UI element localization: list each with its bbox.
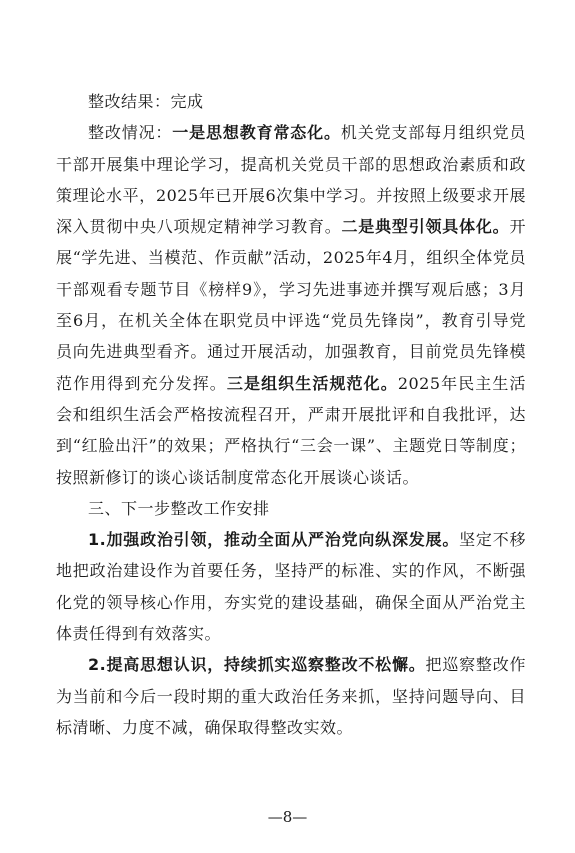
plan-item-1 [56,524,526,649]
situation-lead: 整改情况： [88,123,173,143]
plan-item-2 [56,649,526,743]
plan-item-2-text: 把巡察整改作为当前和今后一段时期的重大政治任务来抓，坚持问题导向、目标清晰、力度不减，确保取得整改实效。 [56,655,526,737]
rectification-result-line [56,86,526,117]
situation-point-2-text: 开展“学先进、当模范、作贡献”活动，2025年4月，组织全体党员干部观看专题节目《榜样9》，学习先进事迹并撰写观后感；3月至6月，在机关全体在职党员中评选“党员先锋岗”，教育引导党员向先进典型看齐。通过开展活动，加强教育，目前党员先锋模范作用得到充分发挥。 [56,217,526,393]
section-heading-text: 三、下一步整改工作安排 [88,498,270,518]
situation-point-2-heading: 二是典型引领具体化。 [341,217,510,237]
situation-point-3-heading: 三是组织生活规范化。 [226,373,398,393]
situation-point-3-text: 2025年民主生活会和组织生活会严格按流程召开，严肃开展批评和自我批评，达到“红脸出汗”的效果；严格执行“三会一课”、主题党日等制度；按照新修订的谈心谈话制度常态化开展谈心谈话。 [56,373,526,487]
document-body [56,86,526,743]
plan-item-1-text: 坚定不移地把政治建设作为首要任务，坚持严的标准、实的作风，不断强化党的领导核心作用，夯实党的建设基础，确保全面从严治党主体责任得到有效落实。 [56,530,526,644]
rectification-situation-paragraph [56,117,526,493]
plan-item-2-heading: 2.提高思想认识，持续抓实巡察整改不松懈。 [88,655,426,675]
result-text: 整改结果：完成 [88,92,204,111]
section-heading [56,493,526,524]
page-number: —8— [267,808,308,826]
plan-item-1-heading: 1.加强政治引领，推动全面从严治党向纵深发展。 [88,530,460,550]
situation-point-1-text: 机关党支部每月组织党员干部开展集中理论学习，提高机关党员干部的思想政治素质和政策理论水平，2025年已开展6次集中学习。并按照上级要求开展深入贯彻中央八项规定精神学习教育。 [56,123,526,237]
situation-point-1-heading: 一是思想教育常态化。 [172,123,341,143]
